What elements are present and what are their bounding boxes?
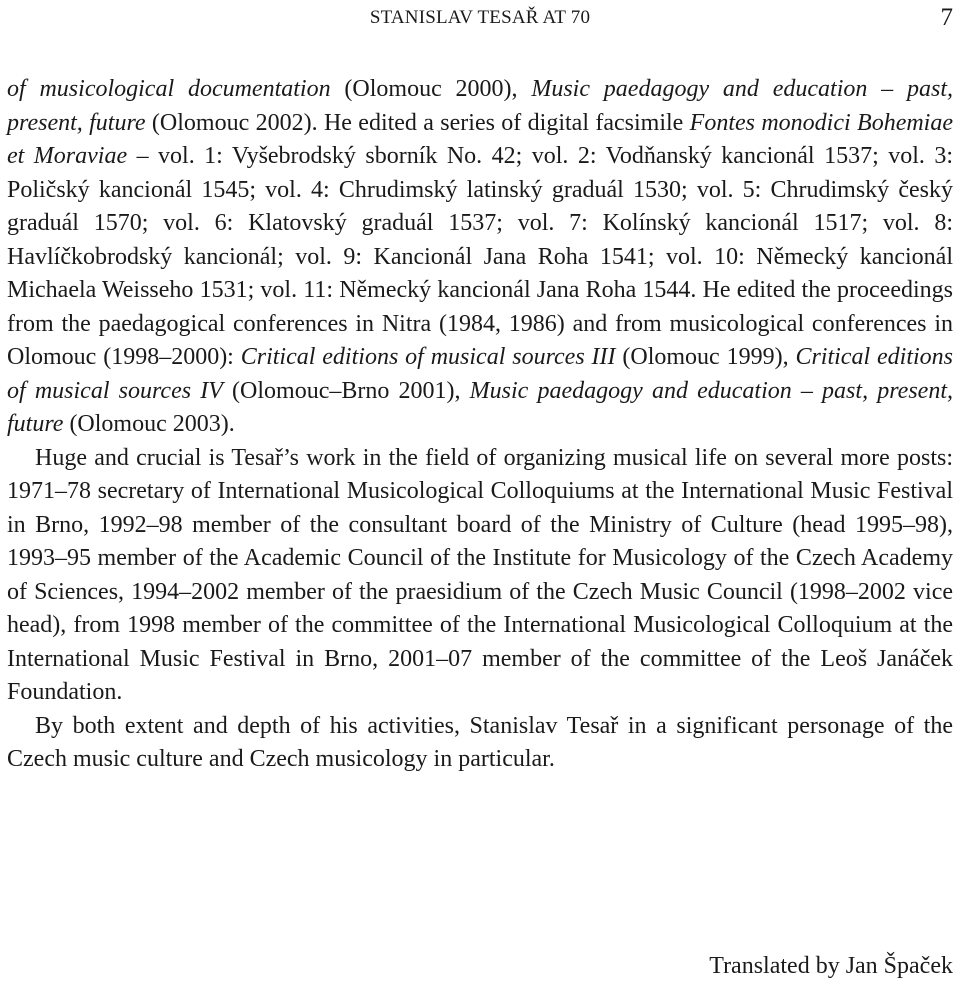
text-segment: (Olomouc 2000), [330, 76, 532, 102]
text-segment: of musicological documentation [7, 76, 331, 102]
text-segment: (Olomouc–Brno 2001), [222, 377, 470, 404]
paragraph-1 [7, 73, 953, 442]
text-segment: Huge and crucial is Tesař’s work in the field of organizing musical life on several more posts: 1971–78 secretary of International Musicological Colloquiums at the International Music Festival in Brno, 1992–98 member of the consultant board of the Ministry of Culture (head 1995–98), 1993–95 member of the Academic Council of the Institute for Musicology of the Czech Academy of Sciences, 1994–2002 member of the praesidium of the Czech Music Council (1998–2002 vice head), from 1998 member of the committee of the International Musicological Colloquium at the International Music Festival in Brno, 2001–07 member of the committee of the Leoš Janáček Foundation. [7, 444, 953, 705]
text-segment: Music paedagogy and education – past, present, future [7, 76, 954, 136]
running-header [7, 4, 953, 32]
paragraph-2 [7, 442, 953, 710]
text-segment: (Olomouc 1999), [615, 344, 796, 370]
text-segment: Critical editions of musical sources III [240, 344, 616, 370]
text-segment: By both extent and depth of his activities, Stanislav Tesař in a significant personage of the Czech music culture and Czech musicology in particular. [7, 712, 953, 772]
translator-credit: Translated by Jan Špaček [709, 953, 953, 979]
paragraph-3 [7, 710, 953, 777]
text-segment: Critical editions of musical sources IV [7, 344, 953, 404]
document-page [7, 0, 953, 985]
text-segment: Music paedagogy and education – past, present, future [7, 377, 953, 437]
text-segment: – vol. 1: Vyšebrodský sborník No. 42; vol. 2: Vodňanský kancionál 1537; vol. 3: Poličský kancionál 1545; vol. 4: Chrudimský latinský graduál 1530; vol. 5: Chrudimský český graduál 1570; vol. 6: Klatovský graduál 1537; vol. 7: Kolínský kancionál 1517; vol. 8: Havlíčkobrodský kancionál; vol. 9: Kancionál Jana Roha 1541; vol. 10: Německý kancionál Michaela Weisseho 1531; vol. 11: Německý kancionál Jana Roha 1544. He edited the proceedings from the paedagogical conferences in Nitra (1984, 1986) and from musicological conferences in Olomouc (1998–2000): [7, 143, 954, 370]
page-number: 7 [940, 4, 953, 31]
text-segment: (Olomouc 2003). [63, 411, 235, 437]
running-title: STANISLAV TESAŘ AT 70 [369, 7, 591, 28]
text-segment: (Olomouc 2002). He edited a series of digital facsimile [145, 109, 690, 136]
body-text [7, 73, 953, 777]
text-segment: Fontes monodici Bohemiae et Moraviae [7, 109, 953, 169]
